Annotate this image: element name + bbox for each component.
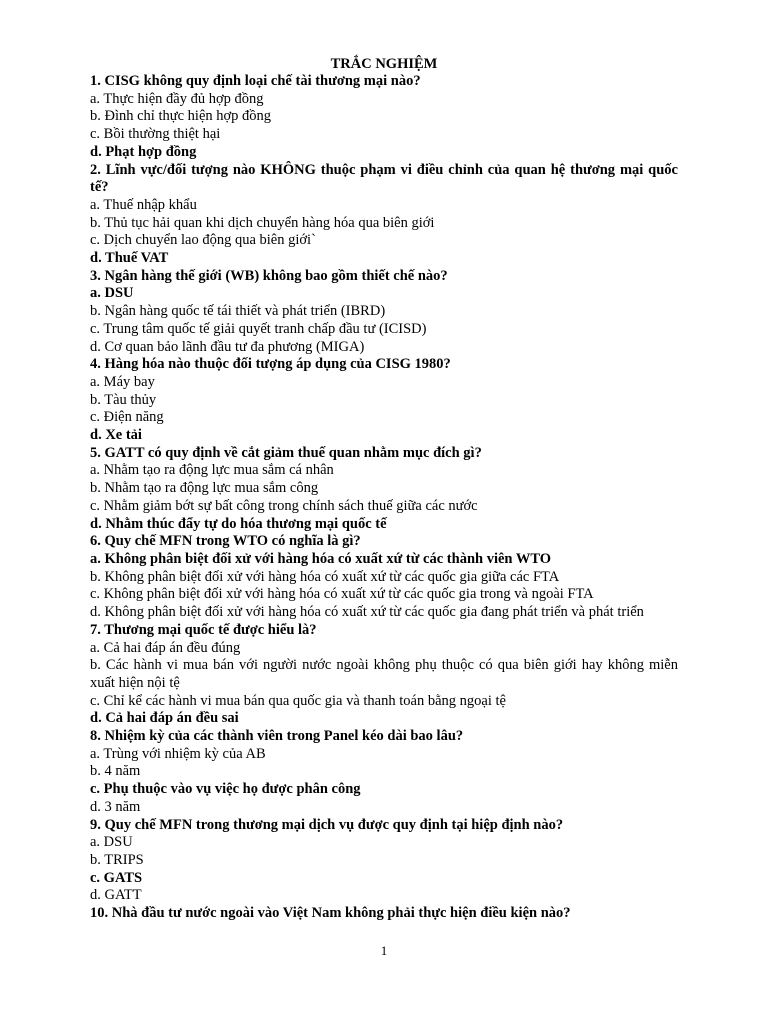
answer-option-correct: a. Không phân biệt đối xử với hàng hóa có xuất xứ từ các thành viên WTO xyxy=(90,550,552,567)
answer-option: a. Nhằm tạo ra động lực mua sắm cá nhân xyxy=(90,462,334,479)
answer-option: c. Nhằm giảm bớt sự bất công trong chính sách thuế giữa các nước xyxy=(90,497,478,514)
answer-option-correct: d. Nhằm thúc đẩy tự do hóa thương mại quốc tế xyxy=(90,515,387,532)
answer-option: a. Trùng với nhiệm kỳ của AB xyxy=(90,745,266,762)
answer-option: b. TRIPS xyxy=(90,851,144,868)
answer-option: a. Máy bay xyxy=(90,373,155,390)
question-text: 2. Lĩnh vực/đối tượng nào KHÔNG thuộc phạm vi điều chỉnh của quan hệ thương mại quốc tế? xyxy=(90,161,678,196)
question-text: 3. Ngân hàng thế giới (WB) không bao gồm thiết chế nào? xyxy=(90,267,448,284)
answer-option: d. GATT xyxy=(90,887,142,904)
question-text: 1. CISG không quy định loại chế tài thương mại nào? xyxy=(90,73,421,89)
page-number: 1 xyxy=(380,943,388,958)
answer-option: a. Thực hiện đầy đủ hợp đồng xyxy=(90,90,264,107)
answer-option: c. Điện năng xyxy=(90,409,164,426)
answer-option-correct: d. Phạt hợp đồng xyxy=(90,143,197,160)
question-text: 9. Quy chế MFN trong thương mại dịch vụ được quy định tại hiệp định nào? xyxy=(90,816,564,833)
answer-option: b. Thủ tục hải quan khi dịch chuyển hàng hóa qua biên giới xyxy=(90,214,435,231)
answer-option: d. Không phân biệt đối xử với hàng hóa có xuất xứ từ các quốc gia đang phát triển và phát triển xyxy=(90,604,644,621)
answer-option: a. Cả hai đáp án đều đúng xyxy=(90,639,241,656)
answer-option-correct: a. DSU xyxy=(90,285,134,302)
answer-option-correct: d. Thuế VAT xyxy=(90,250,169,267)
answer-option: b. Ngân hàng quốc tế tái thiết và phát triển (IBRD) xyxy=(90,303,386,320)
quiz-content xyxy=(90,73,678,923)
answer-option: c. Trung tâm quốc tế giải quyết tranh chấp đầu tư (ICISD) xyxy=(90,320,427,337)
answer-option: b. Tàu thủy xyxy=(90,391,157,408)
answer-option: c. Dịch chuyển lao động qua biên giới` xyxy=(90,232,316,249)
answer-option: b. Đình chỉ thực hiện hợp đồng xyxy=(90,108,272,125)
answer-option: d. 3 năm xyxy=(90,798,141,815)
question-text: 8. Nhiệm kỳ của các thành viên trong Panel kéo dài bao lâu? xyxy=(90,728,464,745)
question-text: 7. Thương mại quốc tế được hiểu là? xyxy=(90,621,317,638)
answer-option: b. Không phân biệt đối xử với hàng hóa có xuất xứ từ các quốc gia giữa các FTA xyxy=(90,568,560,585)
answer-option: c. Không phân biệt đối xử với hàng hóa có xuất xứ từ các quốc gia trong và ngoài FTA xyxy=(90,586,594,603)
answer-option: c. Chỉ kể các hành vi mua bán qua quốc gia và thanh toán bằng ngoại tệ xyxy=(90,692,506,709)
answer-option: b. Nhằm tạo ra động lực mua sắm công xyxy=(90,480,319,497)
question-text: 6. Quy chế MFN trong WTO có nghĩa là gì? xyxy=(90,533,361,550)
answer-option-correct: d. Cả hai đáp án đều sai xyxy=(90,710,239,727)
question-text: 10. Nhà đầu tư nước ngoài vào Việt Nam không phải thực hiện điều kiện nào? xyxy=(90,905,571,922)
question-text: 5. GATT có quy định về cắt giảm thuế quan nhằm mục đích gì? xyxy=(90,444,482,461)
answer-option: a. DSU xyxy=(90,834,133,851)
answer-option: a. Thuế nhập khẩu xyxy=(90,196,197,213)
answer-option: d. Cơ quan bảo lãnh đầu tư đa phương (MIGA) xyxy=(90,338,365,355)
answer-option: b. Các hành vi mua bán với người nước ngoài không phụ thuộc có qua biên giới hay không miễn xuất hiện nội tệ xyxy=(90,657,678,691)
answer-option: b. 4 năm xyxy=(90,763,141,780)
document-title: TRẮC NGHIỆM xyxy=(330,56,438,72)
answer-option-correct: d. Xe tải xyxy=(90,427,142,444)
answer-option-correct: c. Phụ thuộc vào vụ việc họ được phân công xyxy=(90,781,361,798)
answer-option: c. Bồi thường thiệt hại xyxy=(90,126,221,143)
question-text: 4. Hàng hóa nào thuộc đối tượng áp dụng của CISG 1980? xyxy=(90,356,451,373)
answer-option-correct: c. GATS xyxy=(90,869,143,886)
